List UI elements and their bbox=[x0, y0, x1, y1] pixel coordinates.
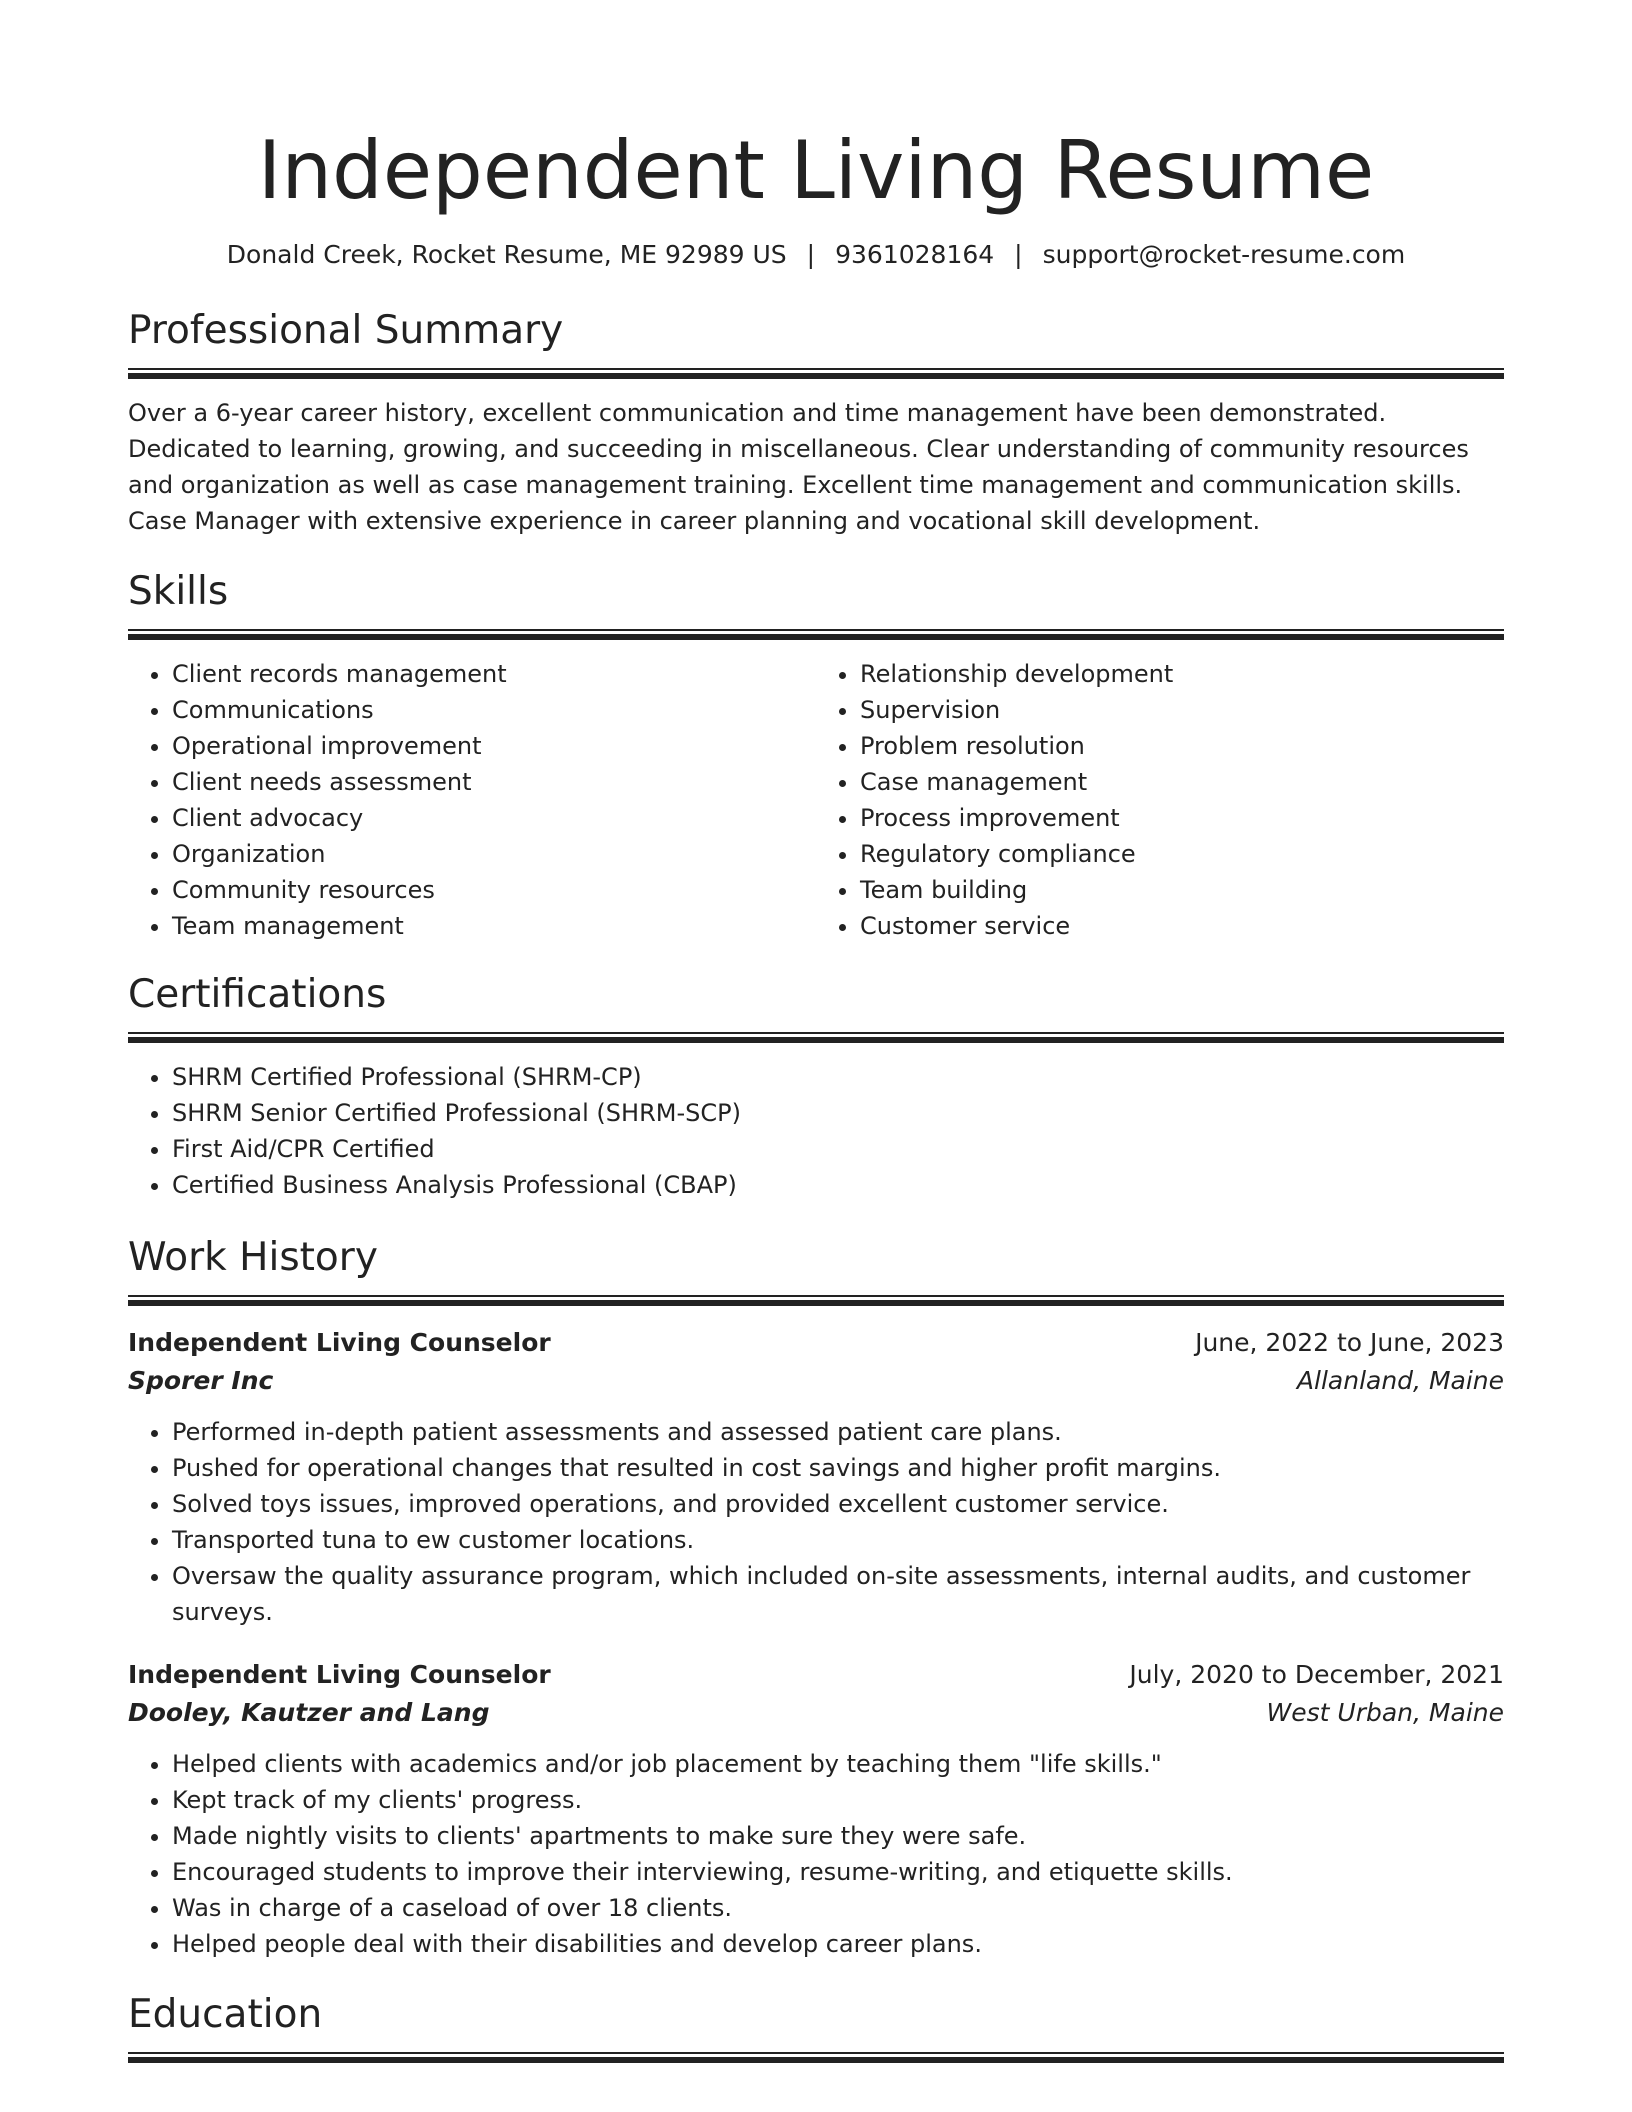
job-duties-list bbox=[128, 1414, 1504, 1630]
contact-separator: | bbox=[1014, 240, 1023, 269]
contact-email: support@rocket-resume.com bbox=[1042, 240, 1406, 269]
skill-item: • Client records management bbox=[172, 656, 816, 692]
job-duty-item: • Kept track of my clients' progress. bbox=[172, 1782, 1504, 1818]
job-subheader bbox=[128, 1694, 1504, 1732]
skills-section bbox=[128, 567, 1504, 944]
certifications-heading: Certifications bbox=[128, 972, 387, 1017]
job-duty-item: • Solved toys issues, improved operations, and provided excellent customer service. bbox=[172, 1486, 1504, 1522]
certifications-section bbox=[128, 970, 1504, 1203]
job-entry bbox=[128, 1656, 1504, 1962]
education-section bbox=[128, 1990, 1504, 2063]
contact-address: Donald Creek, Rocket Resume, ME 92989 US bbox=[226, 240, 787, 269]
work-history-heading: Work History bbox=[128, 1235, 378, 1280]
contact-phone: 9361028164 bbox=[835, 240, 995, 269]
job-dates: June, 2022 to June, 2023 bbox=[1195, 1328, 1504, 1357]
section-divider bbox=[128, 1295, 1504, 1306]
education-heading: Education bbox=[128, 1992, 323, 2037]
contact-separator: | bbox=[806, 240, 816, 269]
job-duty-item: • Helped people deal with their disabilities and develop career plans. bbox=[172, 1926, 1504, 1962]
job-location: West Urban, Maine bbox=[1266, 1698, 1504, 1727]
skill-item: • Case management bbox=[860, 764, 1504, 800]
job-duties-list bbox=[128, 1746, 1504, 1962]
job-header bbox=[128, 1656, 1504, 1694]
job-duty-item: • Performed in-depth patient assessments and assessed patient care plans. bbox=[172, 1414, 1504, 1450]
skill-item: • Problem resolution bbox=[860, 728, 1504, 764]
job-duty-item: • Made nightly visits to clients' apartments to make sure they were safe. bbox=[172, 1818, 1504, 1854]
section-divider bbox=[128, 2052, 1504, 2063]
work-history-section bbox=[128, 1233, 1504, 1962]
skill-item: • Community resources bbox=[172, 872, 816, 908]
skill-item: • Process improvement bbox=[860, 800, 1504, 836]
skills-heading: Skills bbox=[128, 569, 229, 614]
skill-item: • Regulatory compliance bbox=[860, 836, 1504, 872]
summary-section bbox=[128, 306, 1504, 539]
job-title: Independent Living Counselor bbox=[128, 1660, 551, 1689]
skill-item: • Operational improvement bbox=[172, 728, 816, 764]
skill-item: • Supervision bbox=[860, 692, 1504, 728]
skill-item: • Customer service bbox=[860, 908, 1504, 944]
section-divider bbox=[128, 1032, 1504, 1043]
skill-item: • Client advocacy bbox=[172, 800, 816, 836]
certification-item: • SHRM Certified Professional (SHRM-CP) bbox=[172, 1059, 1504, 1095]
skill-item: • Communications bbox=[172, 692, 816, 728]
skill-item: • Organization bbox=[172, 836, 816, 872]
contact-line bbox=[128, 238, 1504, 272]
job-duty-item: • Helped clients with academics and/or job placement by teaching them "life skills." bbox=[172, 1746, 1504, 1782]
job-company: Dooley, Kautzer and Lang bbox=[128, 1698, 490, 1727]
resume-title: Independent Living Resume bbox=[257, 124, 1375, 217]
certifications-list bbox=[128, 1059, 1504, 1203]
job-duty-item: • Was in charge of a caseload of over 18 clients. bbox=[172, 1890, 1504, 1926]
summary-text: Over a 6-year career history, excellent communication and time management have been demonstrated. Dedicated to learning, growing, and succeeding in miscellaneous. Clear understanding of community resources and organization as well as case management training. Excellent time management and communication skills. Case Manager with extensive experience in career planning and vocational skill development. bbox=[128, 399, 1469, 535]
section-divider bbox=[128, 629, 1504, 640]
summary-heading: Professional Summary bbox=[128, 308, 564, 353]
skill-item: • Client needs assessment bbox=[172, 764, 816, 800]
section-divider bbox=[128, 368, 1504, 379]
job-company: Sporer Inc bbox=[128, 1366, 274, 1395]
skills-right-column bbox=[816, 656, 1504, 944]
job-entry bbox=[128, 1324, 1504, 1630]
job-header bbox=[128, 1324, 1504, 1362]
certification-item: • SHRM Senior Certified Professional (SHRM-SCP) bbox=[172, 1095, 1504, 1131]
skills-grid bbox=[128, 656, 1504, 944]
job-duty-item: • Oversaw the quality assurance program, which included on-site assessments, internal audits, and customer surveys. bbox=[172, 1558, 1504, 1630]
certification-item: • First Aid/CPR Certified bbox=[172, 1131, 1504, 1167]
job-dates: July, 2020 to December, 2021 bbox=[1129, 1660, 1504, 1689]
skill-item: • Relationship development bbox=[860, 656, 1504, 692]
job-title: Independent Living Counselor bbox=[128, 1328, 551, 1357]
job-location: Allanland, Maine bbox=[1296, 1366, 1504, 1395]
certification-item: • Certified Business Analysis Professional (CBAP) bbox=[172, 1167, 1504, 1203]
skills-left-column bbox=[128, 656, 816, 944]
job-duty-item: • Encouraged students to improve their interviewing, resume-writing, and etiquette skills. bbox=[172, 1854, 1504, 1890]
skill-item: • Team management bbox=[172, 908, 816, 944]
job-subheader bbox=[128, 1362, 1504, 1400]
skill-item: • Team building bbox=[860, 872, 1504, 908]
job-duty-item: • Pushed for operational changes that resulted in cost savings and higher profit margins. bbox=[172, 1450, 1504, 1486]
job-duty-item: • Transported tuna to ew customer locations. bbox=[172, 1522, 1504, 1558]
